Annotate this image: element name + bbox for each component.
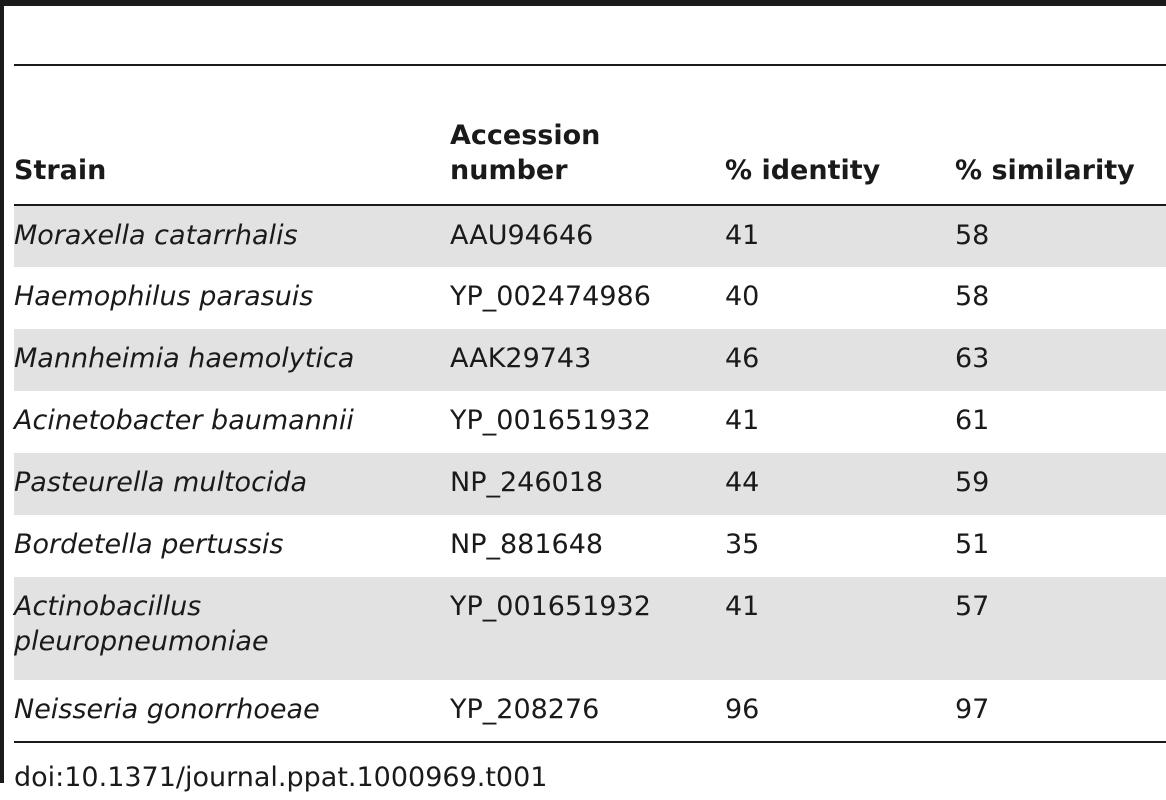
strain-name: Mannheimia haemolytica bbox=[14, 343, 355, 374]
top-border-rule bbox=[0, 0, 1166, 6]
similarity-value: 59 bbox=[955, 467, 990, 498]
strain-name-line2: pleuropneumoniae bbox=[14, 626, 269, 657]
similarity-cell bbox=[955, 577, 1166, 680]
strain-name: Haemophilus parasuis bbox=[14, 281, 314, 312]
strain-name: Acinetobacter baumannii bbox=[14, 405, 354, 436]
identity-value: 40 bbox=[725, 281, 760, 312]
identity-cell bbox=[725, 329, 955, 391]
header-accession-number bbox=[450, 65, 725, 205]
similarity-value: 97 bbox=[955, 694, 990, 725]
table-row bbox=[14, 329, 1166, 391]
accession-cell bbox=[450, 453, 725, 515]
similarity-cell bbox=[955, 453, 1166, 515]
identity-cell bbox=[725, 267, 955, 329]
strain-name: Neisseria gonorrhoeae bbox=[14, 694, 320, 725]
similarity-value: 57 bbox=[955, 591, 990, 622]
accession-number: NP_881648 bbox=[450, 529, 604, 560]
similarity-cell bbox=[955, 205, 1166, 267]
accession-cell bbox=[450, 515, 725, 577]
header-similarity-label: % similarity bbox=[955, 155, 1135, 186]
accession-number: AAK29743 bbox=[450, 343, 592, 374]
table-row bbox=[14, 515, 1166, 577]
identity-value: 46 bbox=[725, 343, 760, 374]
doi-caption[interactable]: doi:10.1371/journal.ppat.1000969.t001 bbox=[14, 762, 548, 793]
strain-cell bbox=[14, 329, 450, 391]
strain-name: Bordetella pertussis bbox=[14, 529, 284, 560]
table-body bbox=[14, 205, 1166, 742]
accession-cell bbox=[450, 205, 725, 267]
identity-cell bbox=[725, 453, 955, 515]
table-row bbox=[14, 680, 1166, 742]
accession-number: YP_208276 bbox=[450, 694, 600, 725]
identity-cell bbox=[725, 577, 955, 680]
similarity-value: 51 bbox=[955, 529, 990, 560]
header-strain-label: Strain bbox=[14, 155, 107, 186]
strain-comparison-table-container bbox=[14, 64, 1166, 743]
header-identity bbox=[725, 65, 955, 205]
table-header bbox=[14, 65, 1166, 205]
identity-value: 96 bbox=[725, 694, 760, 725]
identity-value: 41 bbox=[725, 591, 760, 622]
similarity-cell bbox=[955, 267, 1166, 329]
header-strain bbox=[14, 65, 450, 205]
accession-cell bbox=[450, 329, 725, 391]
strain-comparison-table bbox=[14, 64, 1166, 743]
strain-cell bbox=[14, 515, 450, 577]
strain-name bbox=[14, 577, 450, 671]
similarity-value: 58 bbox=[955, 281, 990, 312]
table-row bbox=[14, 391, 1166, 453]
table-row bbox=[14, 205, 1166, 267]
similarity-value: 63 bbox=[955, 343, 990, 374]
accession-number: NP_246018 bbox=[450, 467, 604, 498]
similarity-cell bbox=[955, 391, 1166, 453]
strain-cell bbox=[14, 453, 450, 515]
similarity-value: 61 bbox=[955, 405, 990, 436]
accession-cell bbox=[450, 577, 725, 680]
identity-value: 41 bbox=[725, 405, 760, 436]
identity-value: 41 bbox=[725, 220, 760, 251]
table-row bbox=[14, 577, 1166, 680]
table-row bbox=[14, 267, 1166, 329]
identity-cell bbox=[725, 205, 955, 267]
strain-cell bbox=[14, 205, 450, 267]
identity-cell bbox=[725, 391, 955, 453]
accession-cell bbox=[450, 391, 725, 453]
strain-name: Moraxella catarrhalis bbox=[14, 220, 298, 251]
accession-number: YP_002474986 bbox=[450, 281, 651, 312]
left-border-rule bbox=[0, 0, 4, 783]
strain-cell bbox=[14, 267, 450, 329]
strain-cell bbox=[14, 391, 450, 453]
identity-value: 44 bbox=[725, 467, 760, 498]
similarity-cell bbox=[955, 515, 1166, 577]
strain-cell bbox=[14, 680, 450, 742]
similarity-cell bbox=[955, 680, 1166, 742]
identity-value: 35 bbox=[725, 529, 760, 560]
similarity-value: 58 bbox=[955, 220, 990, 251]
accession-number: YP_001651932 bbox=[450, 591, 651, 622]
header-similarity bbox=[955, 65, 1166, 205]
accession-number: AAU94646 bbox=[450, 220, 594, 251]
identity-cell bbox=[725, 515, 955, 577]
table-row bbox=[14, 453, 1166, 515]
identity-cell bbox=[725, 680, 955, 742]
header-accession-line1: Accession bbox=[450, 120, 601, 151]
accession-cell bbox=[450, 267, 725, 329]
strain-cell bbox=[14, 577, 450, 680]
strain-name: Pasteurella multocida bbox=[14, 467, 308, 498]
accession-cell bbox=[450, 680, 725, 742]
accession-number: YP_001651932 bbox=[450, 405, 651, 436]
strain-name-line1: Actinobacillus bbox=[14, 591, 202, 622]
header-identity-label: % identity bbox=[725, 155, 881, 186]
header-accession-line2: number bbox=[450, 155, 568, 186]
similarity-cell bbox=[955, 329, 1166, 391]
header-row bbox=[14, 65, 1166, 205]
